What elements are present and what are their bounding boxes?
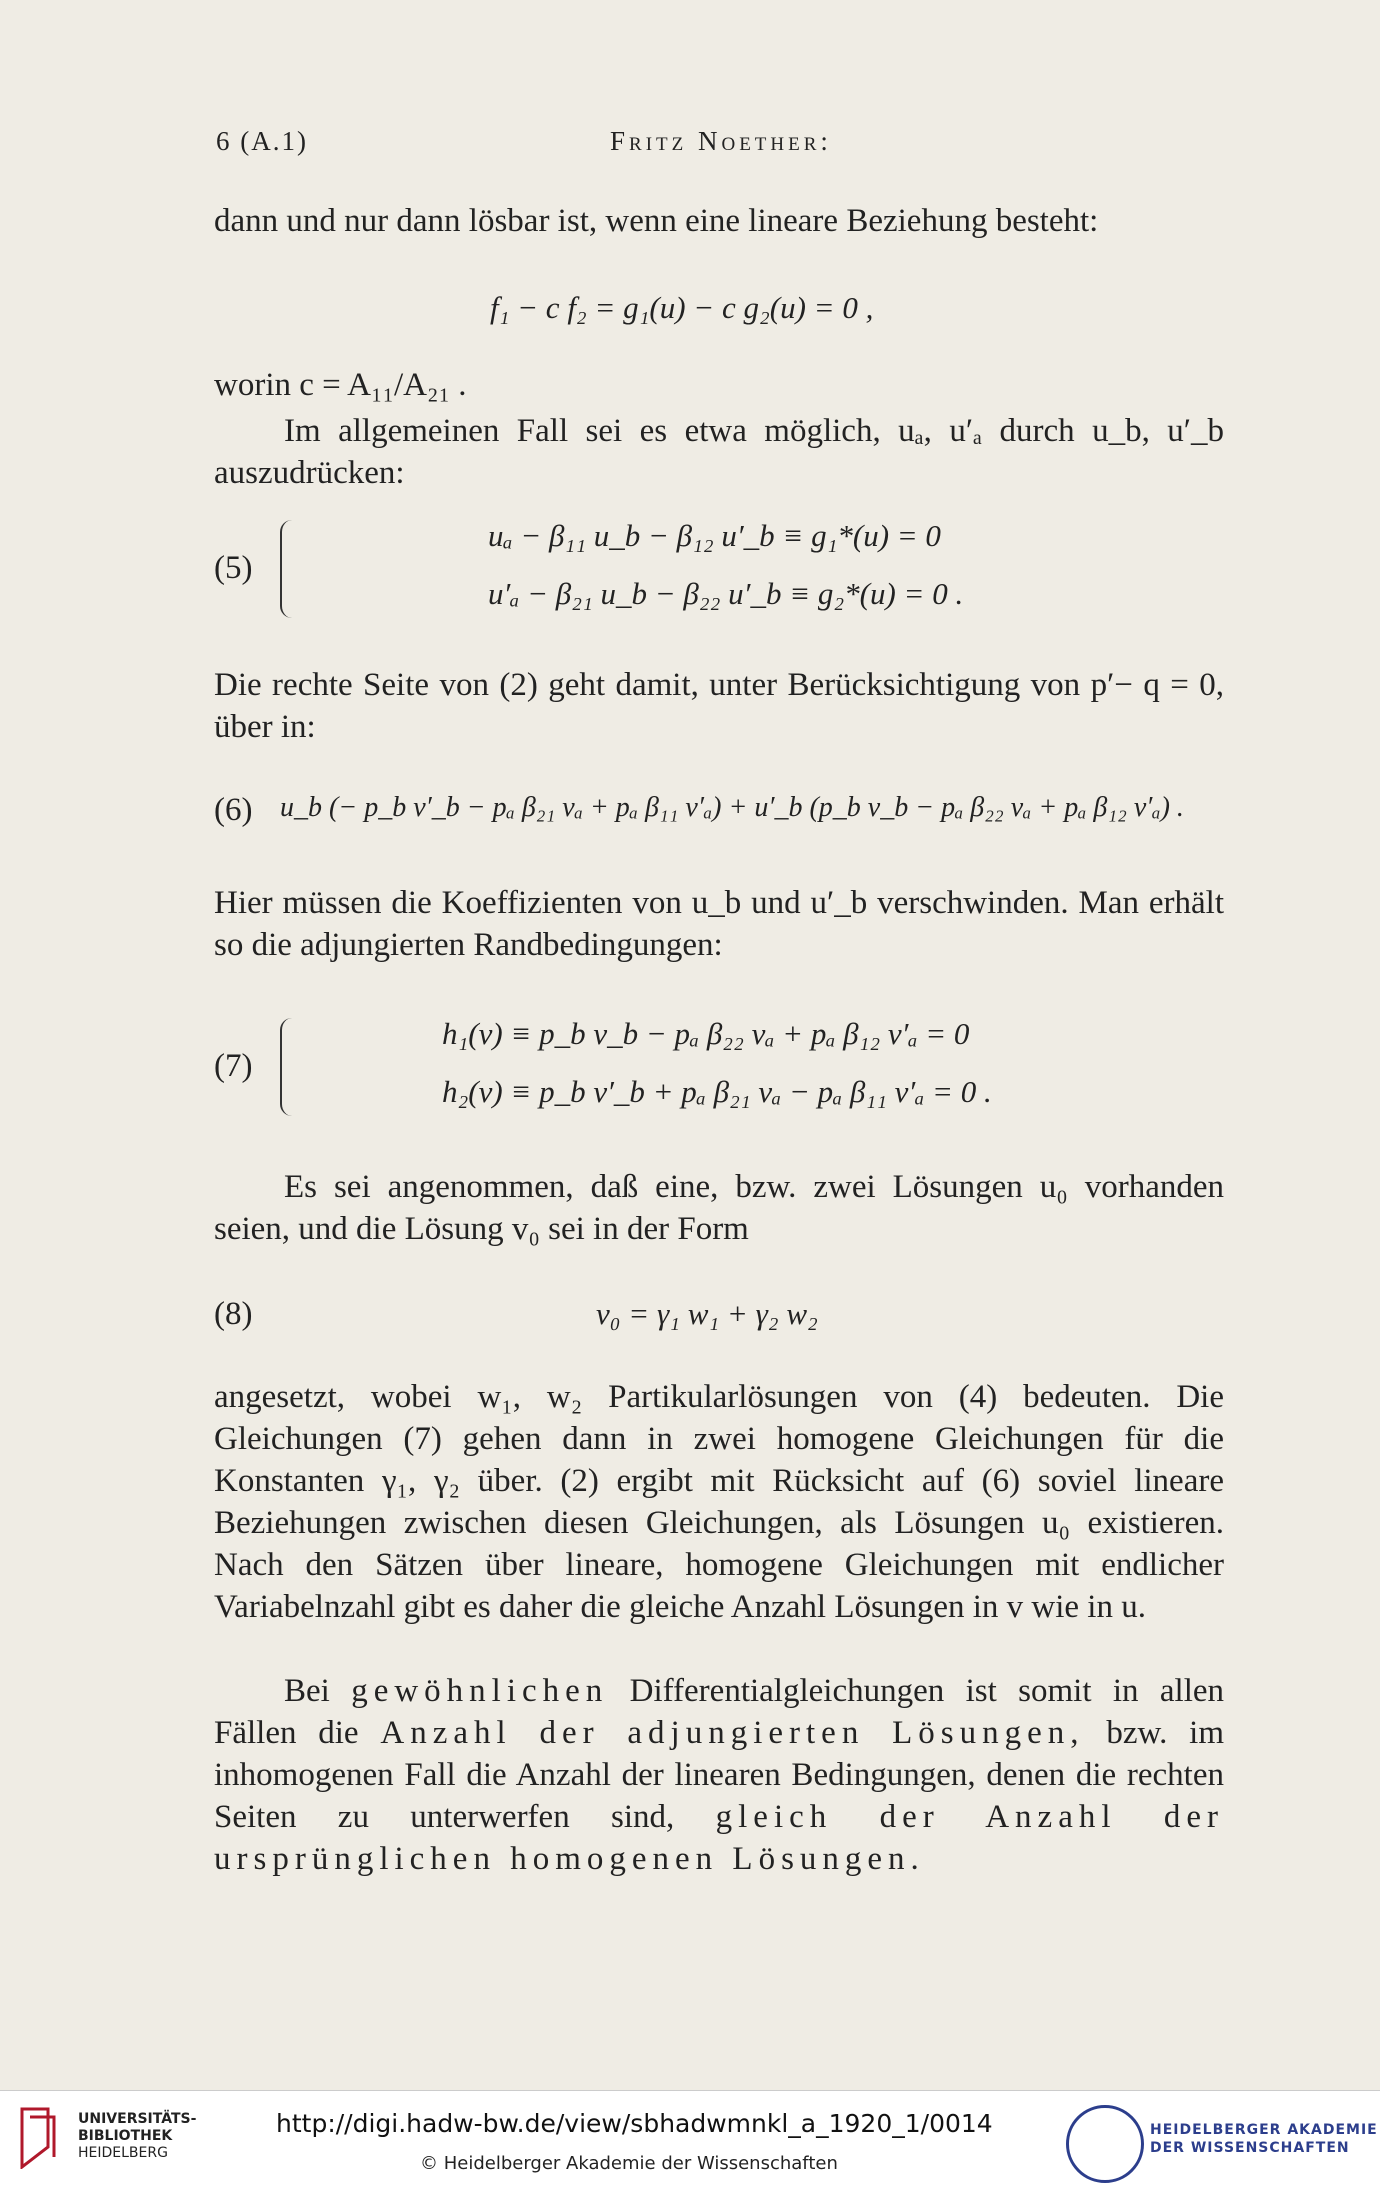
equation: h₁(v) ≡ p_b v_b − pₐ β₂₂ vₐ + pₐ β₁₂ v′ₐ = 0 — [442, 1016, 970, 1051]
academy-name — [1150, 2121, 1378, 2157]
emphasis: Anzahl der adjungierten Lösungen, — [380, 1715, 1085, 1751]
text-run: Bei — [284, 1673, 330, 1709]
equation-label: (8) — [214, 1296, 253, 1332]
paragraph: dann und nur dann lösbar ist, wenn eine lineare Beziehung besteht: — [214, 203, 1099, 239]
paragraph — [214, 1670, 1224, 1880]
text-run: bzw. im inhomogenen Fall die Anzahl der linearen Bedingungen, denen die rechten Seiten zu unterwerfen sind, — [214, 1715, 1225, 1835]
brace — [280, 520, 292, 618]
equation-label: (7) — [214, 1048, 253, 1084]
text-run: Differentialgleichungen ist somit in allen Fällen die — [214, 1673, 1225, 1751]
equation-label: (6) — [214, 792, 253, 828]
page-number: 6 (A.1) — [216, 126, 308, 156]
library-name-line: BIBLIOTHEK — [78, 2128, 173, 2144]
emphasis: gleich der Anzahl der ursprünglichen homogenen Lösungen. — [214, 1799, 1224, 1877]
running-header: Fritz Noether: — [610, 126, 832, 156]
academy-seal-icon — [1066, 2105, 1144, 2183]
library-name-line: UNIVERSITÄTS- — [78, 2111, 197, 2127]
paragraph: angesetzt, wobei w₁, w₂ Partikularlösungen von (4) bedeuten. Die Gleichungen (7) gehen dann in zwei homogene Gleichungen für die Konstanten γ₁, γ₂ über. (2) ergibt mit Rücksicht auf (6) soviel lineare Beziehungen zwischen diesen Gleichungen, als Lösungen u₀ existieren. Nach den Sätzen über lineare, homogene Gleichungen mit endlicher Variabelnzahl gibt es daher die gleiche Anzahl Lösungen in v wie in u. — [214, 1379, 1224, 1625]
university-library-logo-icon — [18, 2107, 58, 2169]
library-name-line: HEIDELBERG — [78, 2145, 168, 2161]
academy-name-line: DER WISSENSCHAFTEN — [1150, 2140, 1350, 2156]
equation: v₀ = γ₁ w₁ + γ₂ w₂ — [596, 1296, 818, 1331]
equation: u_b (− p_b v′_b − pₐ β₂₁ vₐ + pₐ β₁₁ v′ₐ) + u′_b (p_b v_b − pₐ β₂₂ vₐ + pₐ β₁₂ v′ₐ) . — [280, 792, 1184, 823]
university-library-name — [78, 2111, 196, 2162]
copyright-notice: © Heidelberger Akademie der Wissenschaften — [420, 2153, 838, 2174]
paragraph: worin c = A₁₁/A₂₁ . — [214, 367, 467, 403]
emphasis: gewöhnlichen — [351, 1673, 609, 1709]
equation-label: (5) — [214, 550, 253, 586]
footer-bar — [0, 2090, 1380, 2195]
equation: uₐ − β₁₁ u_b − β₁₂ u′_b ≡ g₁*(u) = 0 — [488, 518, 941, 553]
academy-name-line: HEIDELBERGER AKADEMIE — [1150, 2122, 1378, 2138]
equation: h₂(v) ≡ p_b v′_b + pₐ β₂₁ vₐ − pₐ β₁₁ v′ₐ = 0 . — [442, 1074, 992, 1109]
paragraph: Im allgemeinen Fall sei es etwa möglich, uₐ, u′ₐ durch u_b, u′_b auszudrücken: — [214, 413, 1224, 491]
equation: f₁ − c f₂ = g₁(u) − c g₂(u) = 0 , — [490, 290, 874, 325]
brace — [280, 1018, 292, 1116]
paragraph: Hier müssen die Koeffizienten von u_b und u′_b verschwinden. Man erhält so die adjungierten Randbedingungen: — [214, 885, 1224, 963]
equation: u′ₐ − β₂₁ u_b − β₂₂ u′_b ≡ g₂*(u) = 0 . — [488, 576, 964, 611]
paragraph: Es sei angenommen, daß eine, bzw. zwei Lösungen u₀ vorhanden seien, und die Lösung v₀ sei in der Form — [214, 1169, 1224, 1247]
paragraph: Die rechte Seite von (2) geht damit, unter Berücksichtigung von p′− q = 0, über in: — [214, 667, 1224, 745]
permalink-url[interactable]: http://digi.hadw-bw.de/view/sbhadwmnkl_a_1920_1/0014 — [276, 2109, 993, 2138]
